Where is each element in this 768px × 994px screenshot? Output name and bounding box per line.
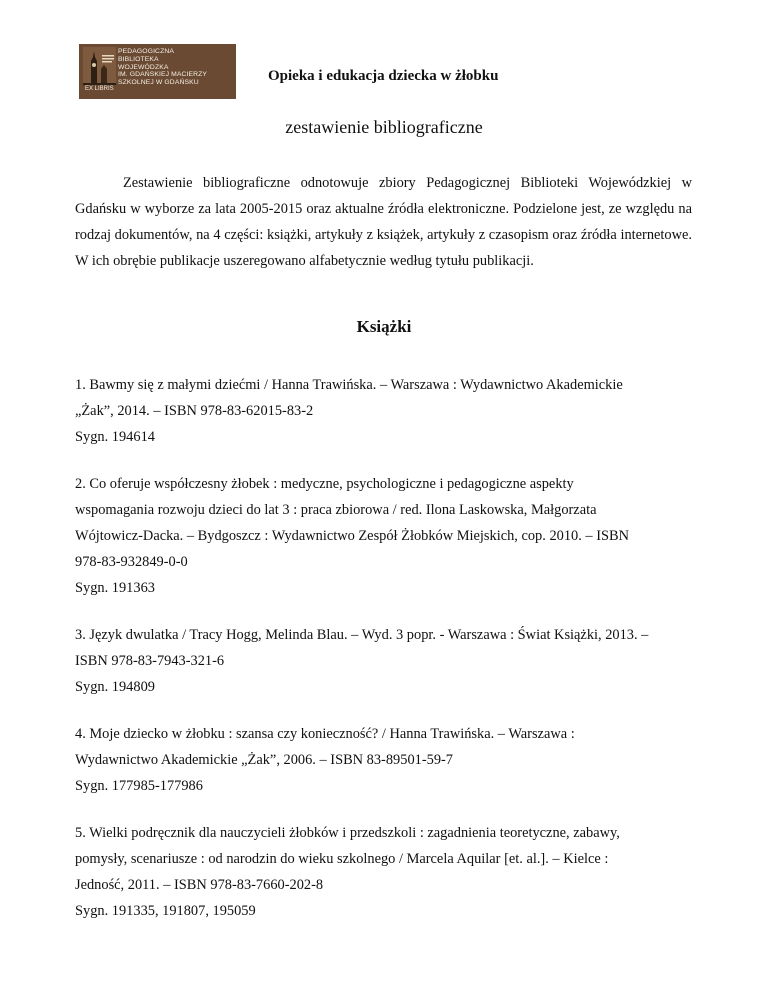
entry-line: ISBN 978-83-7943-321-6 [75,653,225,669]
logo-text [118,48,207,87]
logo-line: BIBLIOTEKA [118,55,159,63]
logo-line: PEDAGOGICZNA [118,48,174,55]
intro-paragraph: Zestawienie bibliograficzne odnotowuje zbiory Pedagogicznej Biblioteki Wojewódzkiej w Gdańsku w wyborze za lata 2005-2015 oraz aktualne źródła elektroniczne. Podzielone jest, ze względu na rodzaj dokumentów, na 4 części: książki, artykuły z książek, artykuły z czasopism oraz źródła internetowe. W ich obrębie publikacje uszeregowano alfabetycznie według tytułu publikacji. [75,175,692,269]
entry-line: 4. Moje dziecko w żłobku : szansa czy konieczność? / Hanna Trawińska. – Warszawa : [75,726,575,742]
entry-line: pomysły, scenariusze : od narodzin do wieku szkolnego / Marcela Aquilar [et. al.]. – Kielce : [75,851,609,867]
logo-line: IM. GDAŃSKIEJ MACIERZY [118,71,208,79]
entry-line: 2. Co oferuje współczesny żłobek : medyczne, psychologiczne i pedagogiczne aspekty [75,476,574,492]
bibliography-entry [75,622,700,700]
entry-call-number: Sygn. 194614 [75,429,155,445]
logo-ex-libris: EX LIBRIS [85,86,114,92]
bibliography-entry [75,820,700,924]
entry-call-number: Sygn. 191363 [75,580,155,596]
entry-line: Wydawnictwo Akademickie „Żak”, 2006. – ISBN 83-89501-59-7 [75,752,453,768]
entry-line: 3. Język dwulatka / Tracy Hogg, Melinda Blau. – Wyd. 3 popr. - Warszawa : Świat Książki, 2013. – [75,627,649,643]
entry-line: 5. Wielki podręcznik dla nauczycieli żłobków i przedszkoli : zagadnienia teoretyczne, zabawy, [75,825,620,841]
entry-call-number: Sygn. 177985-177986 [75,778,203,794]
entry-line: 1. Bawmy się z małymi dziećmi / Hanna Trawińska. – Warszawa : Wydawnictwo Akademickie [75,377,623,393]
library-logo [79,44,236,99]
logo-line: SZKOLNEJ W GDAŃSKU [118,79,199,87]
entry-call-number: Sygn. 194809 [75,679,155,695]
entry-call-number: Sygn. 191335, 191807, 195059 [75,903,256,919]
entry-line: 978-83-932849-0-0 [75,554,188,570]
logo-line: WOJEWÓDZKA [118,63,169,71]
entry-line: wspomagania rozwoju dzieci do lat 3 : praca zbiorowa / red. Ilona Laskowska, Małgorzata [75,502,597,518]
bibliography-entry [75,372,700,450]
entry-line: Jedność, 2011. – ISBN 978-83-7660-202-8 [75,877,324,893]
section-heading: Książki [356,317,412,336]
entry-line: „Żak”, 2014. – ISBN 978-83-62015-83-2 [75,403,314,419]
bibliography-list [75,372,700,945]
bibliography-entry [75,471,700,601]
bibliography-entry [75,721,700,799]
entry-line: Wójtowicz-Dacka. – Bydgoszcz : Wydawnictwo Zespół Żłobków Miejskich, cop. 2010. – ISBN [75,528,629,544]
document-title: Opieka i edukacja dziecka w żłobku [268,68,499,84]
document-subtitle: zestawienie bibliograficzne [285,117,483,137]
tower-emblem-icon [83,47,116,85]
